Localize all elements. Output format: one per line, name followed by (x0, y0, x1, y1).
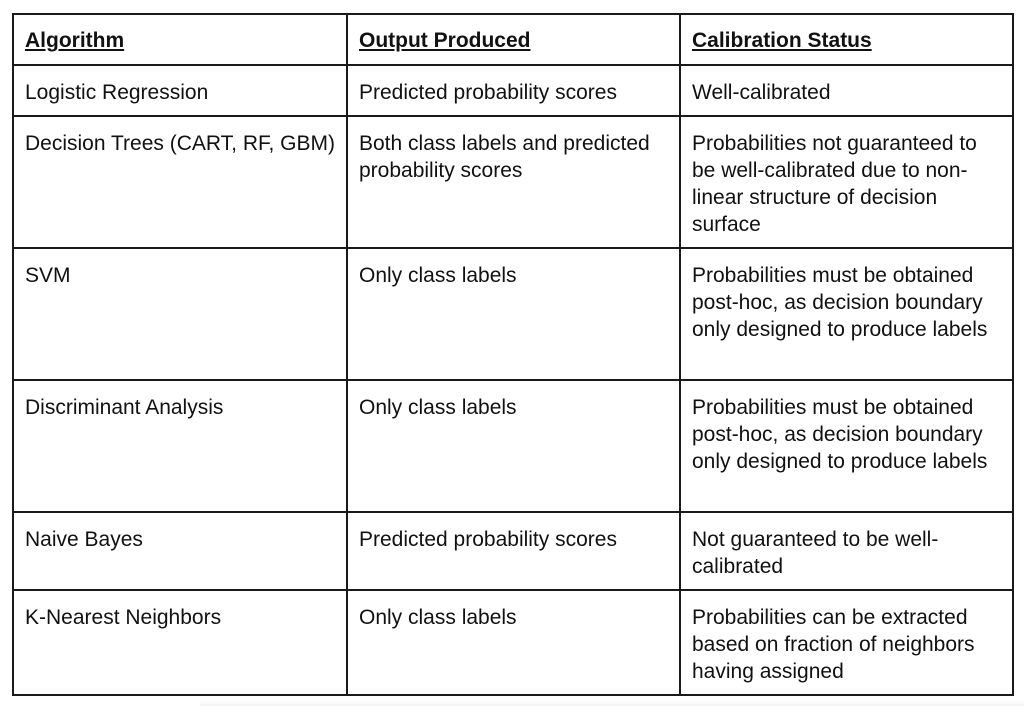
cell-calibration: Probabilities must be obtained post-hoc, as decision boundary only designed to produce labels (680, 380, 1013, 512)
table-row (13, 512, 1013, 590)
header-calibration-status: Calibration Status (680, 14, 1013, 65)
cell-output: Predicted probability scores (347, 512, 680, 590)
table-header-row (13, 14, 1013, 65)
cell-output: Only class labels (347, 248, 680, 380)
cell-output: Only class labels (347, 380, 680, 512)
table-row (13, 116, 1013, 248)
table-row (13, 380, 1013, 512)
cell-output: Only class labels (347, 590, 680, 695)
table-row (13, 248, 1013, 380)
cell-calibration: Probabilities not guaranteed to be well-calibrated due to non-linear structure of decision surface (680, 116, 1013, 248)
bottom-edge-shadow (200, 700, 1024, 706)
cell-algorithm: Logistic Regression (13, 65, 347, 116)
cell-algorithm: K-Nearest Neighbors (13, 590, 347, 695)
table-row (13, 590, 1013, 695)
cell-output: Predicted probability scores (347, 65, 680, 116)
comparison-table-container (12, 13, 1014, 696)
cell-calibration: Probabilities must be obtained post-hoc, as decision boundary only designed to produce labels (680, 248, 1013, 380)
cell-calibration: Not guaranteed to be well-calibrated (680, 512, 1013, 590)
header-output-produced: Output Produced (347, 14, 680, 65)
cell-calibration: Probabilities can be extracted based on fraction of neighbors having assigned (680, 590, 1013, 695)
cell-algorithm: Naive Bayes (13, 512, 347, 590)
cell-algorithm: Decision Trees (CART, RF, GBM) (13, 116, 347, 248)
header-algorithm: Algorithm (13, 14, 347, 65)
cell-algorithm: Discriminant Analysis (13, 380, 347, 512)
table-row (13, 65, 1013, 116)
algorithm-calibration-table (12, 13, 1014, 696)
cell-calibration: Well-calibrated (680, 65, 1013, 116)
cell-algorithm: SVM (13, 248, 347, 380)
cell-output: Both class labels and predicted probability scores (347, 116, 680, 248)
